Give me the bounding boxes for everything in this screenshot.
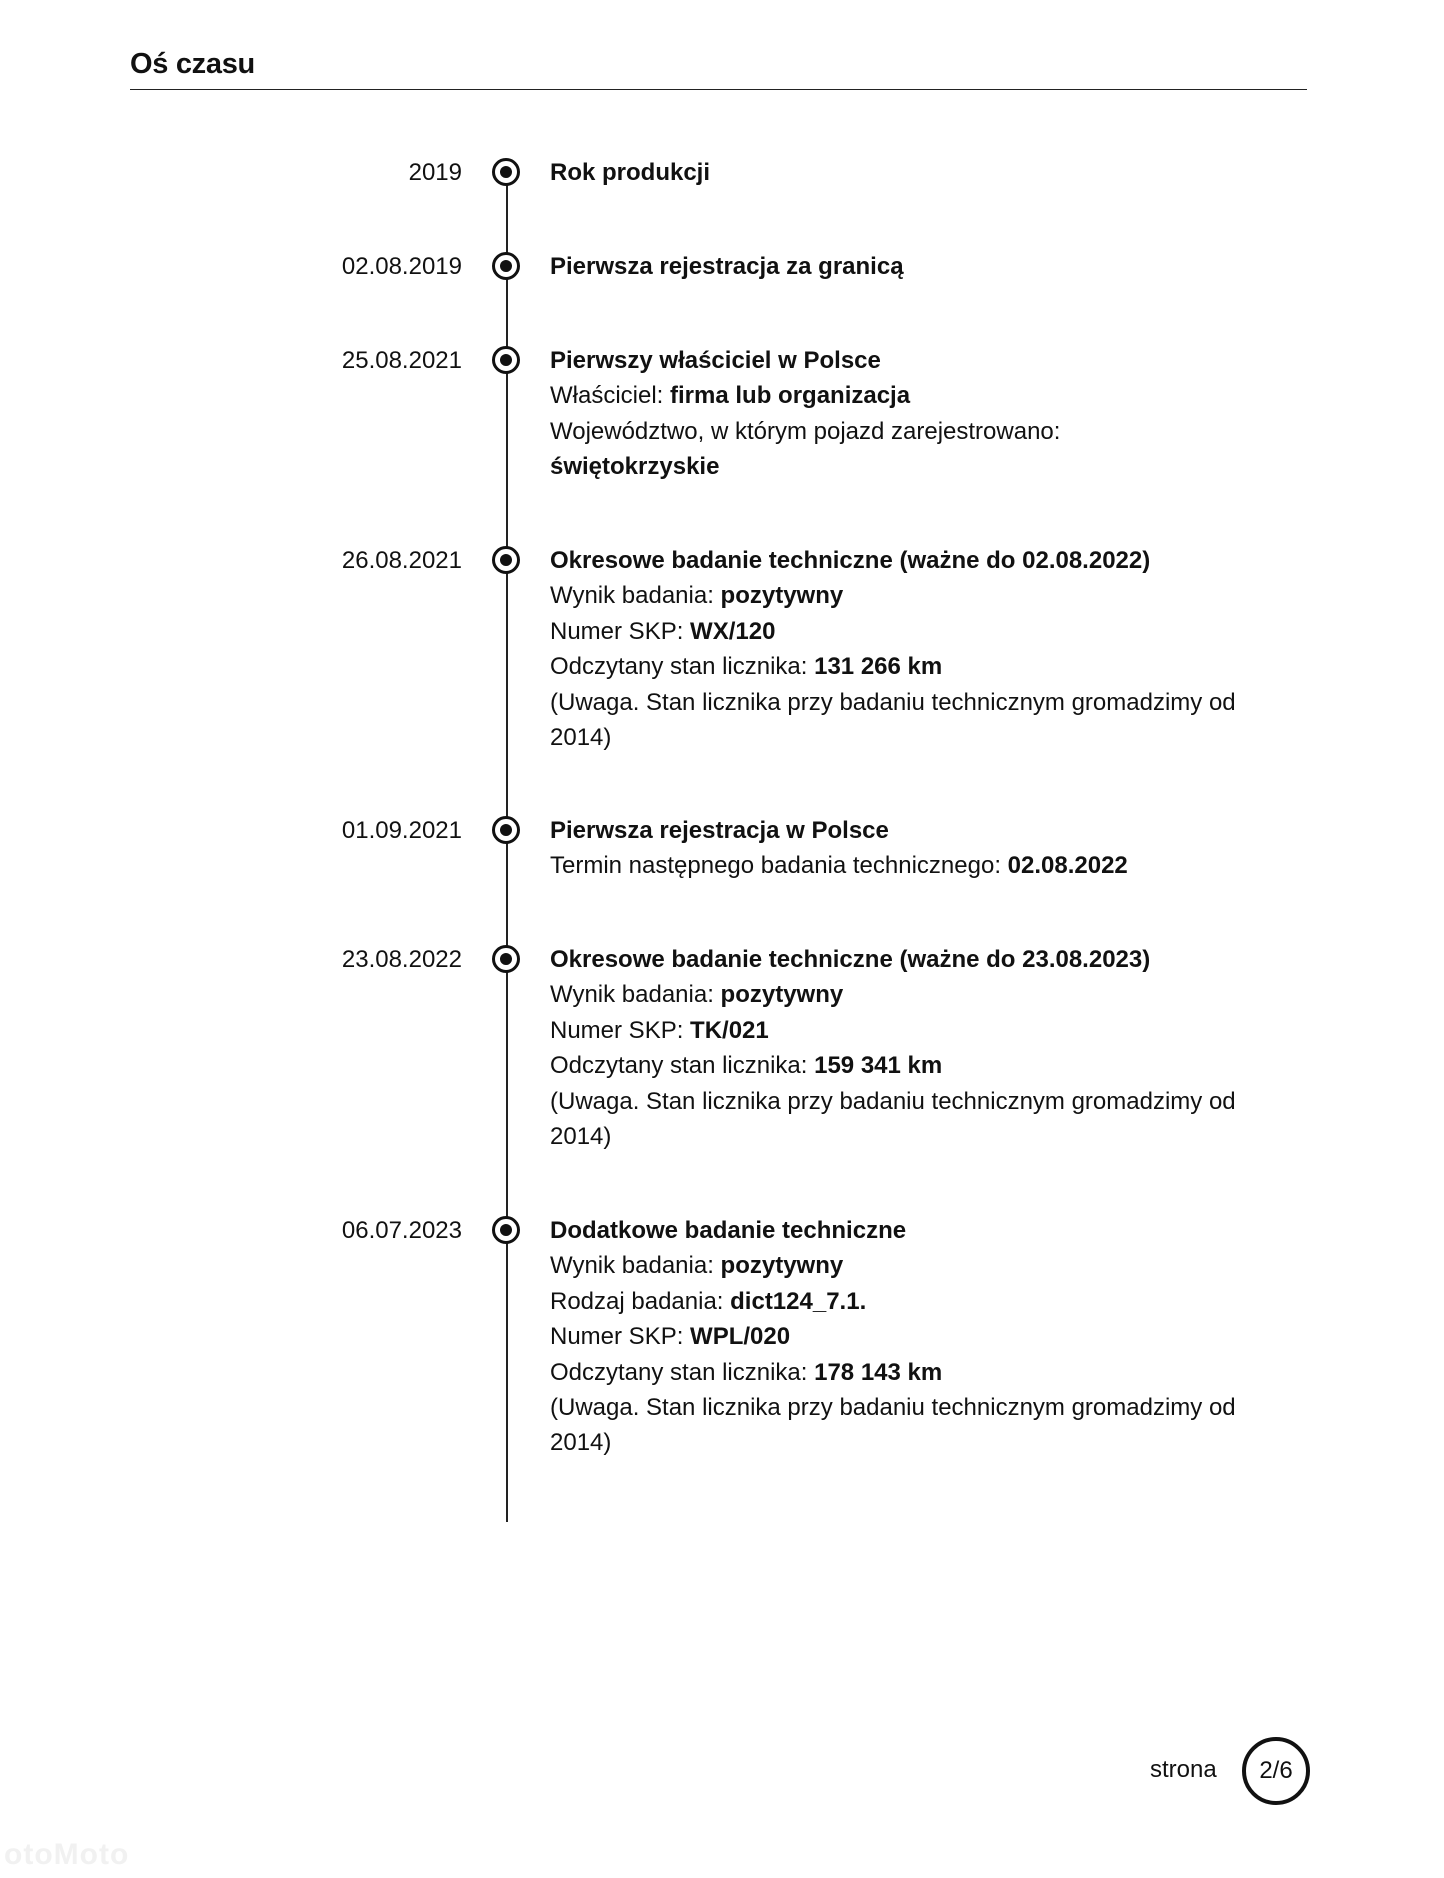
timeline-detail-line — [550, 848, 1250, 883]
timeline-marker-dot — [500, 953, 512, 965]
timeline-marker-icon — [492, 158, 520, 186]
detail-label: Rodzaj badania: — [550, 1287, 731, 1315]
timeline-detail-line — [550, 378, 1250, 413]
timeline-detail-line — [550, 1284, 1250, 1319]
detail-label: 2014) — [550, 1429, 612, 1457]
timeline-detail-line — [550, 685, 1250, 720]
detail-label: Termin następnego badania technicznego: — [550, 852, 1008, 880]
timeline-detail-line — [550, 977, 1250, 1012]
timeline-event-title: Pierwszy właściciel w Polsce — [550, 347, 881, 374]
timeline-marker-icon — [492, 546, 520, 574]
timeline-content — [550, 813, 1250, 884]
timeline-marker-dot — [500, 1224, 512, 1236]
timeline-date: 2019 — [408, 159, 462, 186]
timeline-event-title: Okresowe badanie techniczne (ważne do 02.08.2022) — [550, 547, 1151, 574]
timeline-marker-icon — [492, 346, 520, 374]
detail-label: Numer SKP: — [550, 1323, 691, 1351]
detail-label: 2014) — [550, 1123, 612, 1151]
timeline-detail-line — [550, 449, 1250, 484]
timeline-marker-dot — [500, 166, 512, 178]
detail-label: Odczytany stan licznika: — [550, 653, 815, 681]
detail-label: Numer SKP: — [550, 617, 691, 645]
detail-label: Właściciel: — [550, 382, 671, 410]
timeline-detail-line — [550, 1425, 1250, 1460]
detail-value: świętokrzyskie — [550, 453, 720, 481]
timeline-marker-dot — [500, 354, 512, 366]
watermark-logo: otoMoto — [4, 1838, 130, 1871]
timeline-event-title: Okresowe badanie techniczne (ważne do 23.08.2023) — [550, 946, 1151, 973]
timeline-detail-line — [550, 1084, 1250, 1119]
timeline-date: 25.08.2021 — [341, 347, 462, 374]
timeline-marker-icon — [492, 252, 520, 280]
timeline-marker-icon — [492, 1216, 520, 1244]
timeline-detail-line — [550, 414, 1250, 449]
detail-value: WX/120 — [690, 617, 776, 645]
timeline-detail-line — [550, 1390, 1250, 1425]
timeline-content — [550, 1213, 1250, 1461]
detail-value: TK/021 — [690, 1016, 769, 1044]
timeline-event-title: Dodatkowe badanie techniczne — [550, 1217, 907, 1244]
timeline-detail-line — [550, 720, 1250, 755]
timeline-date: 06.07.2023 — [341, 1217, 462, 1244]
timeline-content — [550, 249, 1250, 284]
detail-label: (Uwaga. Stan licznika przy badaniu technicznym gromadzimy od — [550, 688, 1236, 716]
detail-value: pozytywny — [720, 981, 844, 1009]
timeline-date: 23.08.2022 — [341, 946, 462, 973]
timeline-marker-dot — [500, 554, 512, 566]
timeline-marker-icon — [492, 945, 520, 973]
title-divider — [130, 89, 1307, 90]
detail-value: pozytywny — [720, 582, 844, 610]
detail-value: firma lub organizacja — [670, 382, 911, 410]
detail-label: (Uwaga. Stan licznika przy badaniu technicznym gromadzimy od — [550, 1394, 1236, 1422]
timeline-event-title: Pierwsza rejestracja za granicą — [550, 253, 904, 280]
timeline-date: 02.08.2019 — [341, 253, 462, 280]
timeline-content — [550, 343, 1250, 485]
timeline-detail-line — [550, 1248, 1250, 1283]
timeline-detail-line — [550, 578, 1250, 613]
detail-label: (Uwaga. Stan licznika przy badaniu technicznym gromadzimy od — [550, 1087, 1236, 1115]
timeline-detail-line — [550, 1355, 1250, 1390]
detail-value: 178 143 km — [814, 1358, 943, 1386]
timeline-event-title: Pierwsza rejestracja w Polsce — [550, 817, 889, 844]
timeline-detail-line — [550, 614, 1250, 649]
timeline-detail-line — [550, 1119, 1250, 1154]
timeline-detail-line — [550, 1013, 1250, 1048]
detail-value: 159 341 km — [814, 1052, 943, 1080]
timeline-detail-line — [550, 1048, 1250, 1083]
timeline-content — [550, 155, 1250, 190]
timeline-date: 26.08.2021 — [341, 547, 462, 574]
detail-label: Odczytany stan licznika: — [550, 1052, 815, 1080]
detail-label: Wynik badania: — [550, 1252, 721, 1280]
detail-value: pozytywny — [720, 1252, 844, 1280]
timeline-detail-line — [550, 649, 1250, 684]
detail-label: Wynik badania: — [550, 582, 721, 610]
timeline-event-title: Rok produkcji — [550, 159, 711, 186]
timeline-content — [550, 942, 1250, 1154]
detail-value: 02.08.2022 — [1007, 852, 1128, 880]
timeline-marker-dot — [500, 824, 512, 836]
page-title: Oś czasu — [130, 48, 255, 80]
timeline-marker-icon — [492, 816, 520, 844]
detail-value: 131 266 km — [814, 653, 943, 681]
page-number-badge: 2/6 — [1242, 1737, 1310, 1805]
detail-label: Województwo, w którym pojazd zarejestrowano: — [550, 417, 1061, 445]
detail-label: 2014) — [550, 724, 612, 752]
timeline-content — [550, 543, 1250, 755]
detail-value: WPL/020 — [690, 1323, 791, 1351]
timeline-marker-dot — [500, 260, 512, 272]
page-label: strona — [1150, 1756, 1217, 1783]
detail-label: Wynik badania: — [550, 981, 721, 1009]
detail-label: Numer SKP: — [550, 1016, 691, 1044]
timeline-detail-line — [550, 1319, 1250, 1354]
detail-value: dict124_7.1. — [730, 1287, 867, 1315]
timeline-date: 01.09.2021 — [341, 817, 462, 844]
detail-label: Odczytany stan licznika: — [550, 1358, 815, 1386]
